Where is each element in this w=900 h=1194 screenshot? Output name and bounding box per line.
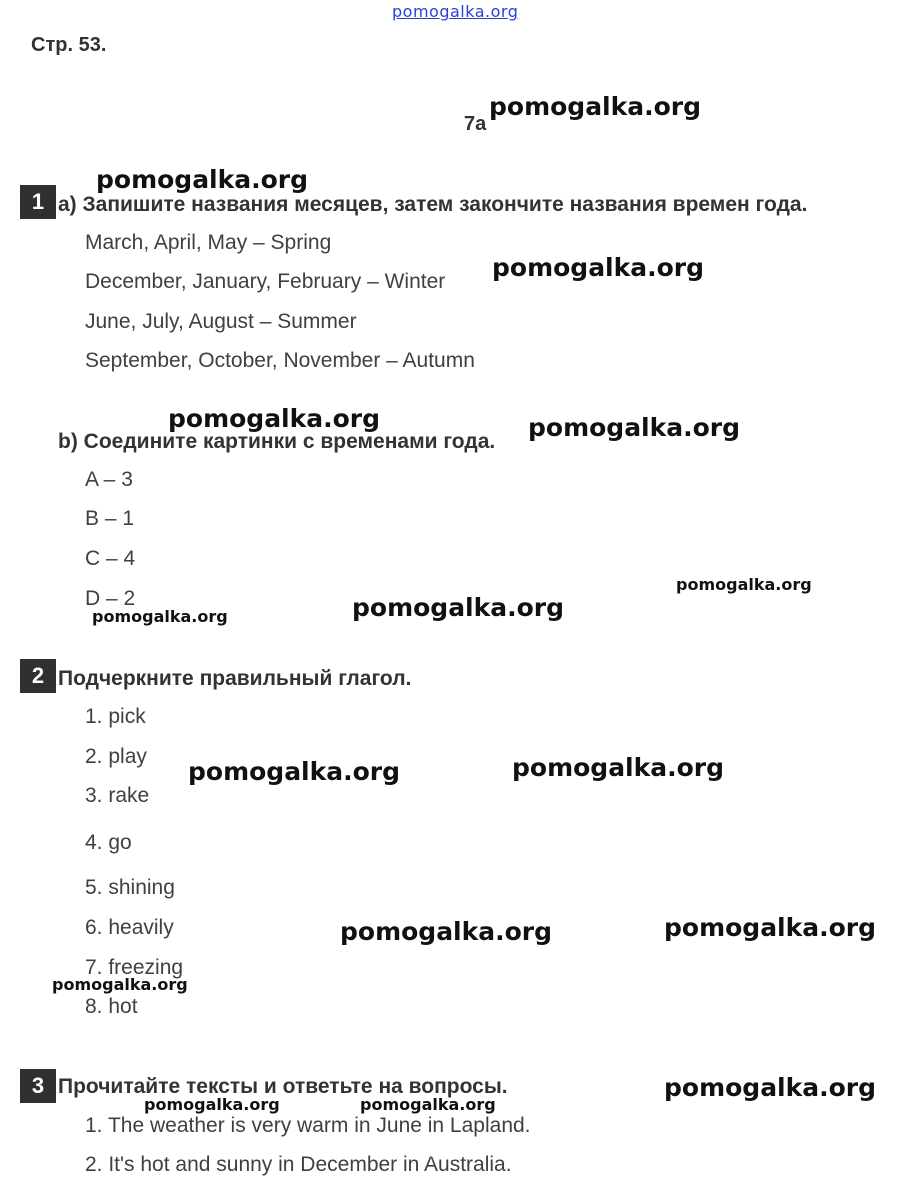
page-number: Стр. 53. <box>31 34 107 56</box>
watermark: pomogalka.org <box>52 975 188 994</box>
exercise-2-item: 3. rake <box>85 784 150 807</box>
exercise-2-task: Подчеркните правильный глагол. <box>58 667 412 690</box>
watermark: pomogalka.org <box>512 753 725 782</box>
exercise-1b-task: b) Соедините картинки с временами года. <box>58 430 496 453</box>
watermark: pomogalka.org <box>664 1073 877 1102</box>
exercise-2-item: 6. heavily <box>85 916 174 939</box>
watermark: pomogalka.org <box>144 1095 280 1114</box>
exercise-2-item: 7. freezing <box>85 956 184 979</box>
exercise-2-item: 1. pick <box>85 705 146 728</box>
exercise-1a-item: June, July, August – Summer <box>85 310 357 333</box>
exercise-1a-item: March, April, May – Spring <box>85 231 332 254</box>
unit-label: 7a <box>464 113 487 135</box>
watermark: pomogalka.org <box>664 913 877 942</box>
exercise-1b-item: D – 2 <box>85 587 136 610</box>
site-link[interactable]: pomogalka.org <box>392 2 519 21</box>
watermark: pomogalka.org <box>360 1095 496 1114</box>
watermark: pomogalka.org <box>489 92 702 121</box>
exercise-2-item: 5. shining <box>85 876 175 899</box>
watermark: pomogalka.org <box>96 165 309 194</box>
exercise-1b-item: C – 4 <box>85 547 136 570</box>
exercise-1-number: 1 <box>20 185 56 219</box>
watermark: pomogalka.org <box>340 917 553 946</box>
exercise-2-item: 8. hot <box>85 995 138 1018</box>
exercise-3-item: 2. It's hot and sunny in December in Australia. <box>85 1153 512 1176</box>
exercise-1a-item: September, October, November – Autumn <box>85 349 475 372</box>
exercise-2-item: 2. play <box>85 745 147 768</box>
watermark: pomogalka.org <box>676 575 812 594</box>
watermark: pomogalka.org <box>352 593 565 622</box>
exercise-1a-task: a) Запишите названия месяцев, затем закончите названия времен года. <box>58 193 808 216</box>
exercise-2-item: 4. go <box>85 831 132 854</box>
exercise-3-task: Прочитайте тексты и ответьте на вопросы. <box>58 1075 508 1098</box>
exercise-3-item: 1. The weather is very warm in June in Lapland. <box>85 1114 531 1137</box>
exercise-1b-item: A – 3 <box>85 468 133 491</box>
watermark: pomogalka.org <box>528 413 741 442</box>
exercise-1b-item: B – 1 <box>85 507 135 530</box>
watermark: pomogalka.org <box>492 253 705 282</box>
watermark: pomogalka.org <box>168 404 381 433</box>
exercise-3-number: 3 <box>20 1069 56 1103</box>
exercise-2-number: 2 <box>20 659 56 693</box>
exercise-1a-item: December, January, February – Winter <box>85 270 446 293</box>
watermark: pomogalka.org <box>92 607 228 626</box>
watermark: pomogalka.org <box>188 757 401 786</box>
